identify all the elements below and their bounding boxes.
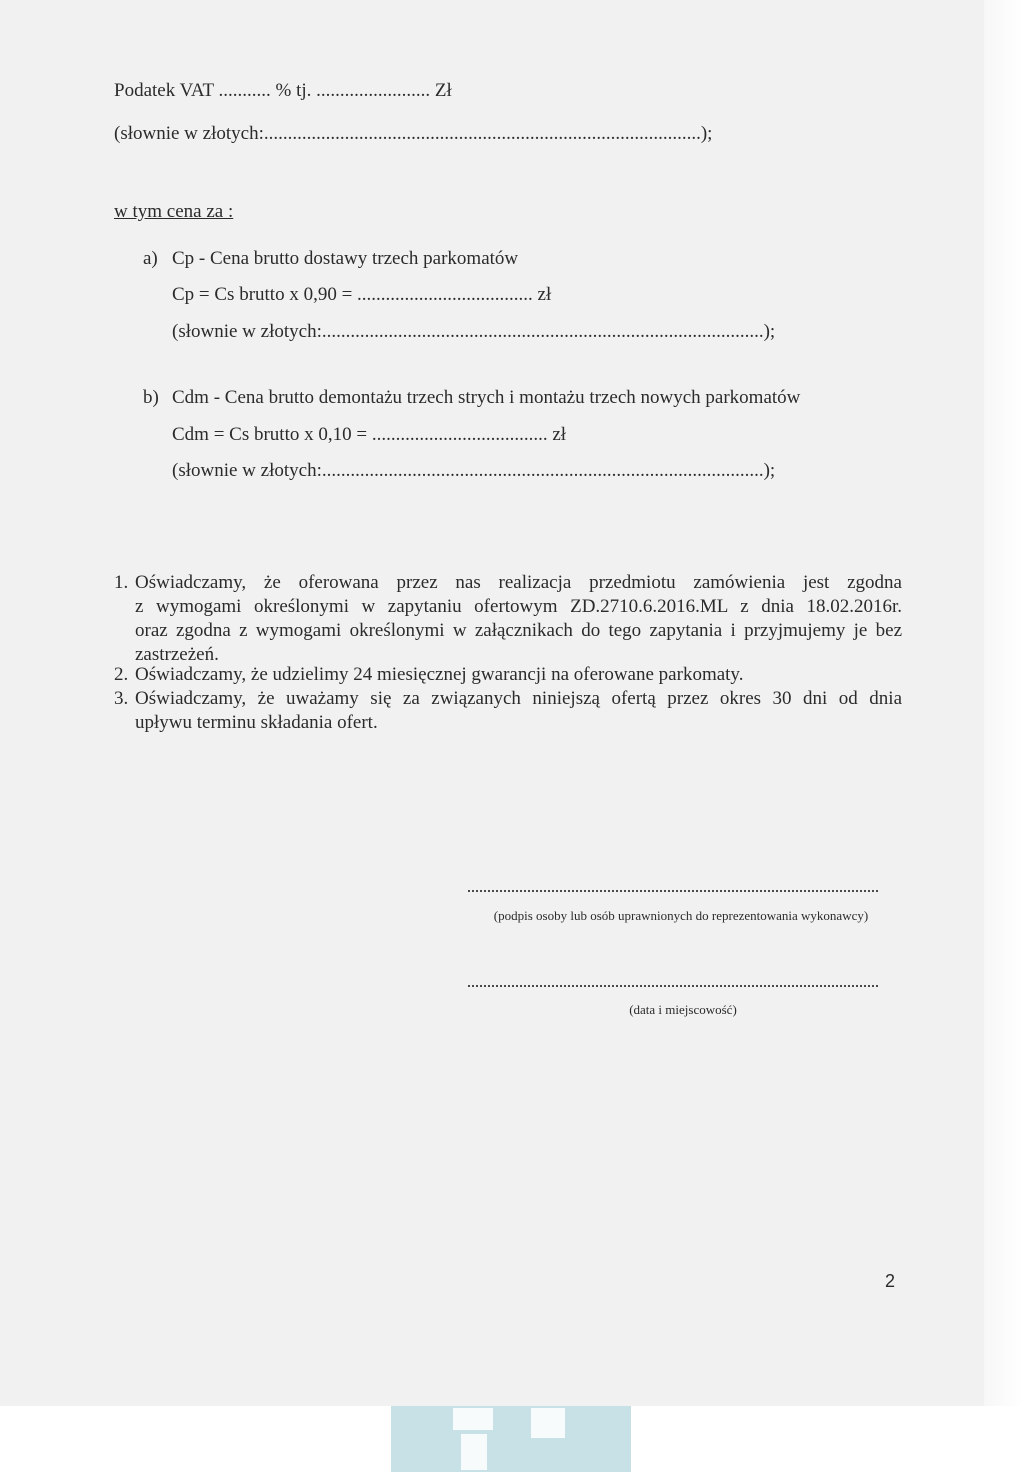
item-b-amount-in-words: (słownie w złotych:.............................................................................................); (172, 460, 776, 481)
item-a-title: Cp - Cena brutto dostawy trzech parkomatów (172, 248, 519, 269)
statement-1-line-3: oraz zgodna z wymogami określonymi w załącznikach do tego zapytania i przyjmujemy je bez (135, 620, 902, 641)
statement-2-number: 2. (114, 664, 129, 685)
statement-3-number: 3. (114, 688, 129, 709)
statement-1-number: 1. (114, 572, 129, 593)
statement-1-line-2: z wymogami określonymi w zapytaniu ofertowym ZD.2710.6.2016.ML z dnia 18.02.2016r. (135, 596, 902, 617)
statement-3-line-2: upływu terminu składania ofert. (135, 712, 378, 733)
item-a-amount-in-words: (słownie w złotych:.............................................................................................); (172, 321, 776, 342)
signature-line (468, 890, 878, 892)
statement-3-line-1: Oświadczamy, że uważamy się za związanych niniejszą ofertą przez okres 30 dni od dnia (135, 688, 902, 709)
section-heading: w tym cena za : (114, 201, 234, 222)
vat-amount-in-words: (słownie w złotych:............................................................................................); (114, 123, 713, 144)
vat-line: Podatek VAT ........... % tj. ........................ Zł (114, 80, 452, 101)
scan-edge (984, 0, 1024, 1406)
item-b-title: Cdm - Cena brutto demontażu trzech strych i montażu trzech nowych parkomatów (172, 387, 801, 408)
item-b-label: b) (143, 387, 159, 408)
signature-caption: (podpis osoby lub osób uprawnionych do reprezentowania wykonawcy) (493, 908, 869, 923)
stamp-glyph-1 (453, 1408, 493, 1430)
item-a-formula: Cp = Cs brutto x 0,90 = ..................................... zł (172, 284, 552, 305)
stamp-glyph-2 (461, 1434, 487, 1470)
scanner-stamp (391, 1406, 631, 1472)
stamp-glyph-3 (531, 1408, 565, 1438)
date-place-caption: (data i miejscowość) (629, 1002, 737, 1017)
statement-1-line-4: zastrzeżeń. (135, 644, 219, 665)
date-place-line (468, 985, 878, 987)
statement-1-line-1: Oświadczamy, że oferowana przez nas realizacja przedmiotu zamówienia jest zgodna (135, 572, 902, 593)
item-a-label: a) (143, 248, 158, 269)
statement-2-line-1: Oświadczamy, że udzielimy 24 miesięcznej gwarancji na oferowane parkomaty. (135, 664, 744, 685)
page-number: 2 (885, 1271, 896, 1291)
item-b-formula: Cdm = Cs brutto x 0,10 = ..................................... zł (172, 424, 567, 445)
